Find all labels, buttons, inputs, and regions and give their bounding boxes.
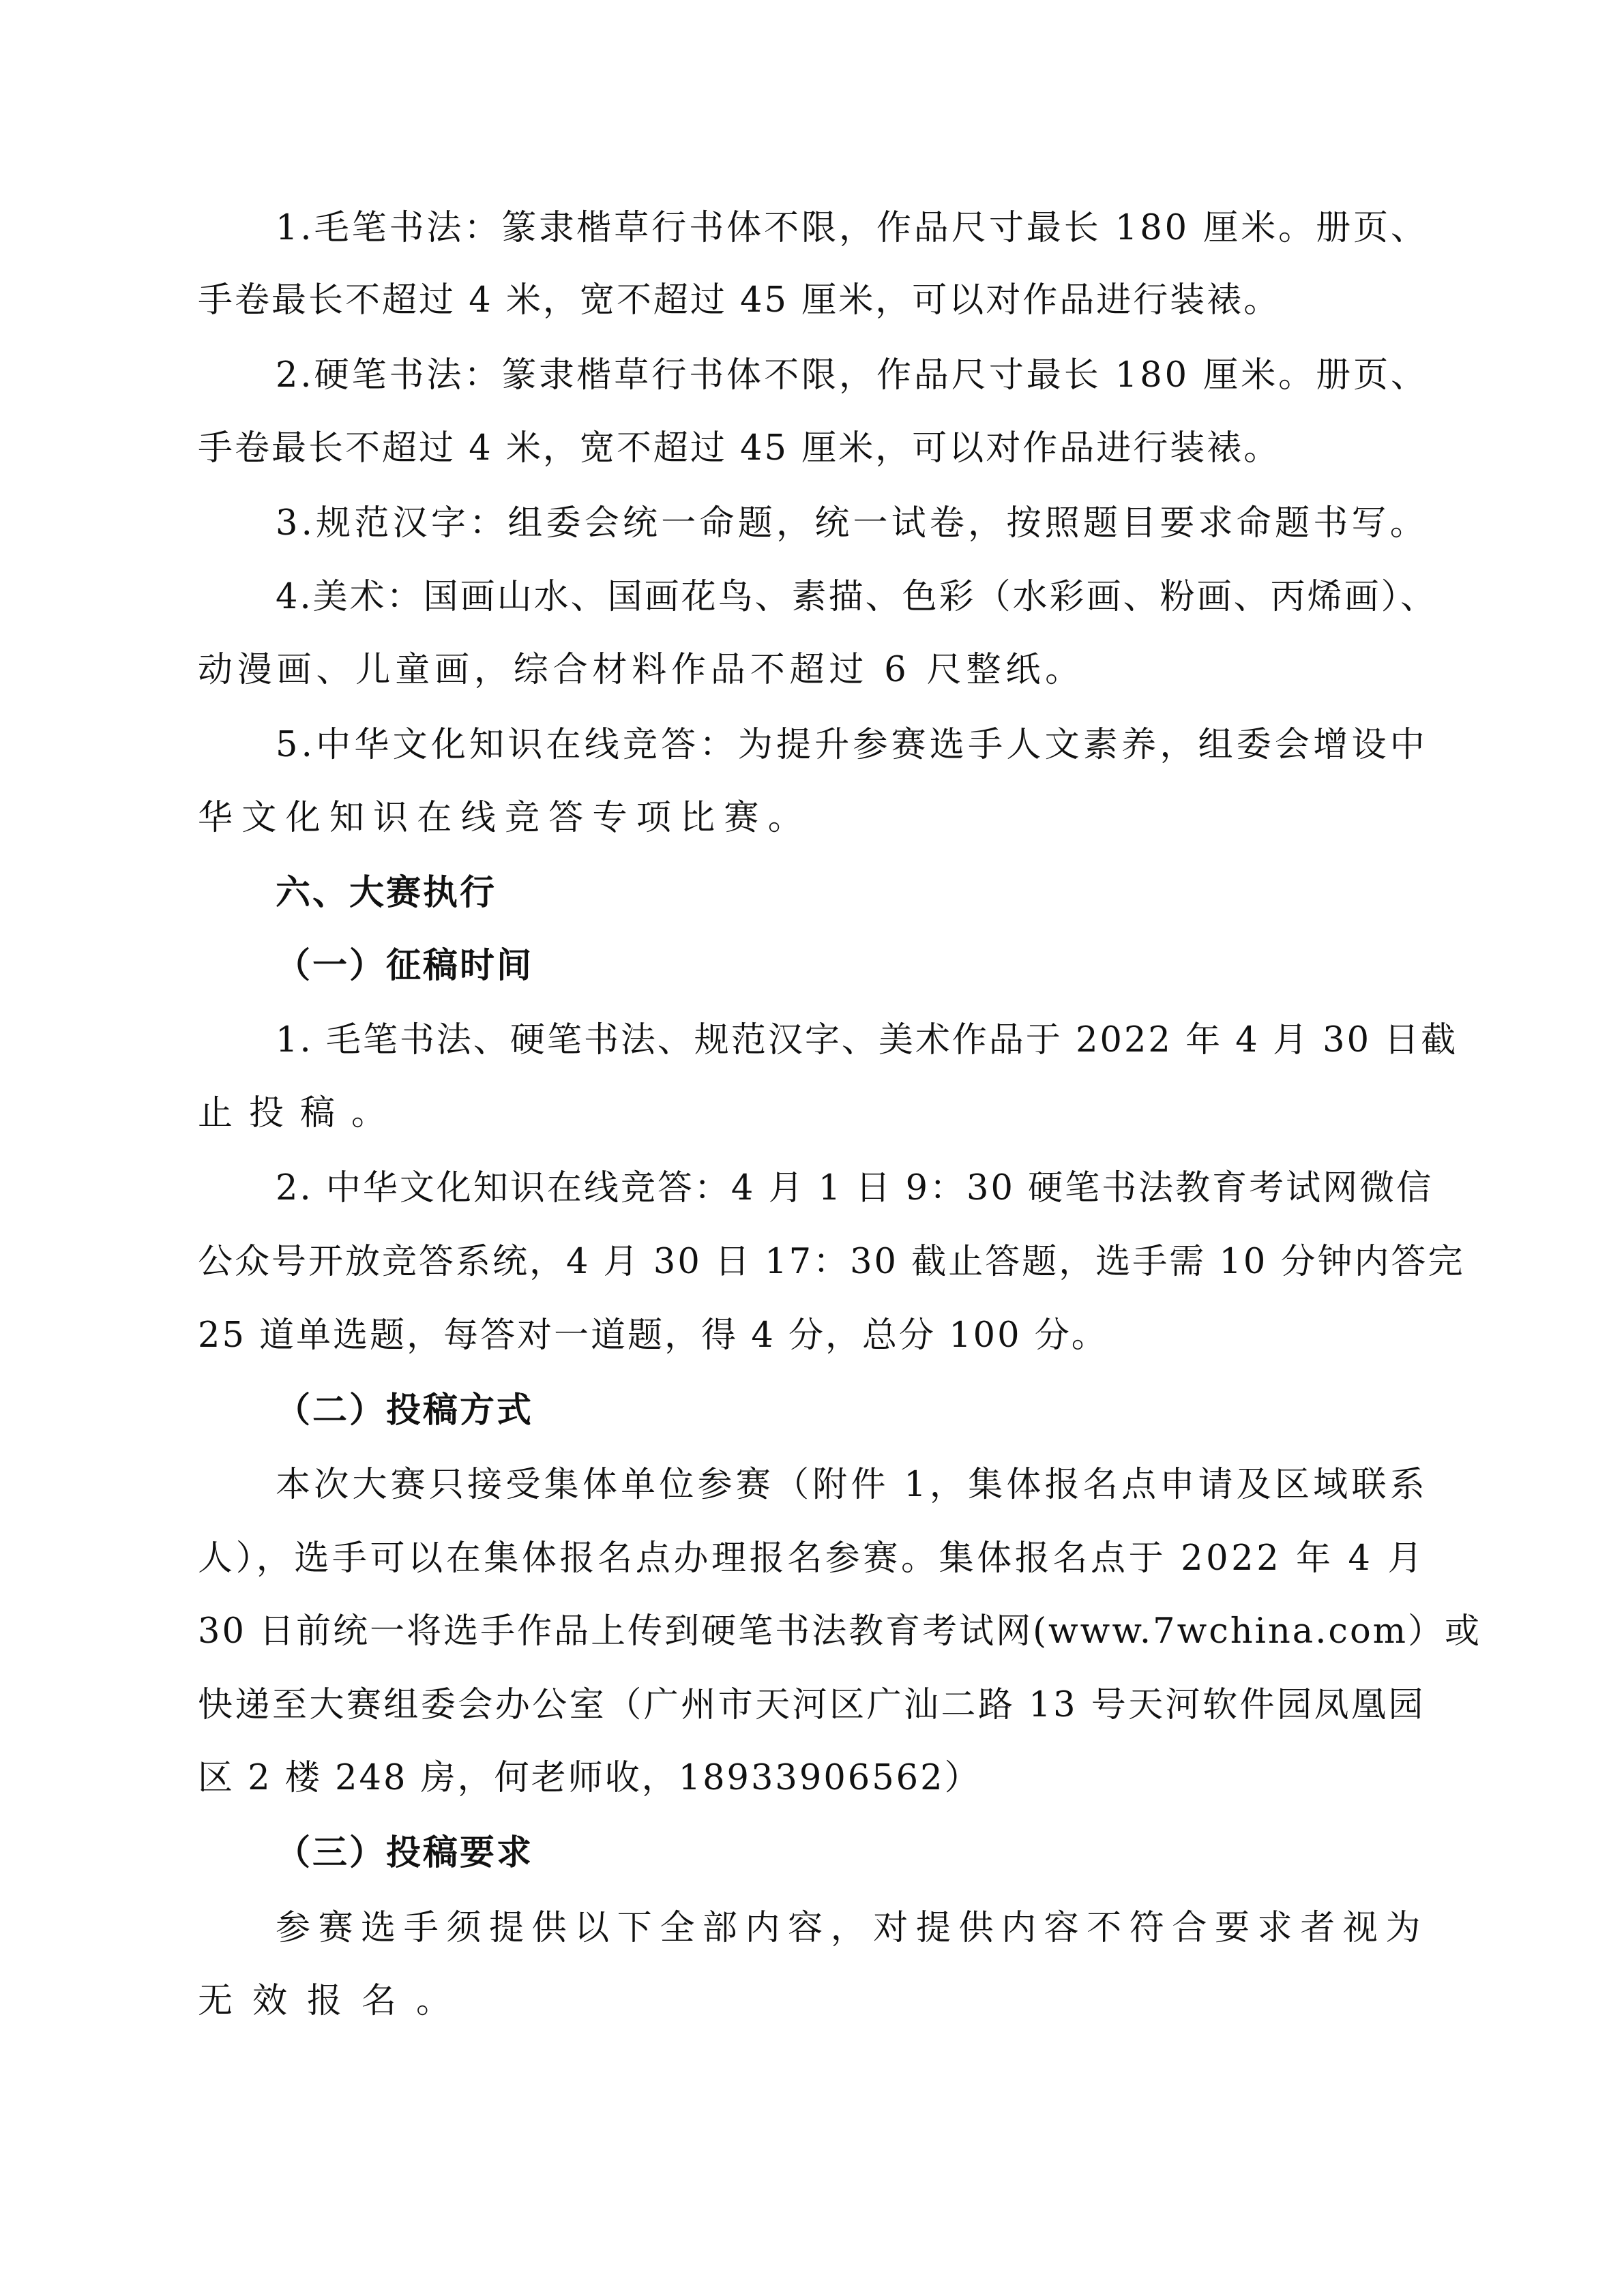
paragraph-culture-quiz-line-2: 华文化知识在线竞答专项比赛。 xyxy=(198,798,812,838)
paragraph-method-line-5: 区 2 楼 248 房，何老师收，18933906562） xyxy=(198,1758,981,1798)
paragraph-fine-art-line-1: 4.美术：国画山水、国画花鸟、素描、色彩（水彩画、粉画、丙烯画）、 xyxy=(276,577,1438,617)
paragraph-quiz-schedule-line-1: 2. 中华文化知识在线竞答：4 月 1 日 9：30 硬笔书法教育考试网微信 xyxy=(276,1168,1434,1208)
paragraph-quiz-schedule-line-2: 公众号开放竞答系统，4 月 30 日 17：30 截止答题，选手需 10 分钟内答完 xyxy=(198,1242,1465,1282)
paragraph-calligraphy-brush-line-1: 1.毛笔书法：篆隶楷草行书体不限，作品尺寸最长 180 厘米。册页、 xyxy=(276,208,1428,248)
paragraph-deadline-line-2: 止投稿。 xyxy=(198,1093,402,1133)
section-heading-execution: 六、大赛执行 xyxy=(276,873,497,913)
paragraph-requirements-line-2: 无效报名。 xyxy=(198,1981,471,2021)
paragraph-standard-characters: 3.规范汉字：组委会统一命题，统一试卷，按照题目要求命题书写。 xyxy=(276,503,1428,543)
paragraph-method-line-2: 人），选手可以在集体报名点办理报名参赛。集体报名点于 2022 年 4 月 xyxy=(198,1538,1426,1579)
paragraph-fine-art-line-2: 动漫画、儿童画，综合材料作品不超过 6 尺整纸。 xyxy=(198,650,1084,690)
subheading-submission-method: （二）投稿方式 xyxy=(276,1390,534,1431)
subheading-submission-requirements: （三）投稿要求 xyxy=(276,1833,534,1873)
paragraph-culture-quiz-line-1: 5.中华文化知识在线竞答：为提升参赛选手人文素养，组委会增设中 xyxy=(276,725,1428,765)
paragraph-method-line-4: 快递至大赛组委会办公室（广州市天河区广汕二路 13 号天河软件园凤凰园 xyxy=(198,1685,1426,1725)
paragraph-requirements-line-1: 参赛选手须提供以下全部内容，对提供内容不符合要求者视为 xyxy=(276,1908,1428,1948)
paragraph-deadline-line-1: 1. 毛笔书法、硬笔书法、规范汉字、美术作品于 2022 年 4 月 30 日截 xyxy=(276,1020,1458,1060)
paragraph-method-line-3: 30 日前统一将选手作品上传到硬笔书法教育考试网(www.7wchina.com）或 xyxy=(198,1611,1482,1652)
paragraph-calligraphy-pen-line-1: 2.硬笔书法：篆隶楷草行书体不限，作品尺寸最长 180 厘米。册页、 xyxy=(276,355,1428,396)
paragraph-calligraphy-pen-line-2: 手卷最长不超过 4 米，宽不超过 45 厘米，可以对作品进行装裱。 xyxy=(198,428,1281,468)
subheading-submission-time: （一）征稿时间 xyxy=(276,946,534,986)
paragraph-quiz-schedule-line-3: 25 道单选题，每答对一道题，得 4 分，总分 100 分。 xyxy=(198,1315,1108,1356)
paragraph-method-line-1: 本次大赛只接受集体单位参赛（附件 1，集体报名点申请及区域联系 xyxy=(276,1465,1428,1505)
paragraph-calligraphy-brush-line-2: 手卷最长不超过 4 米，宽不超过 45 厘米，可以对作品进行装裱。 xyxy=(198,280,1281,320)
